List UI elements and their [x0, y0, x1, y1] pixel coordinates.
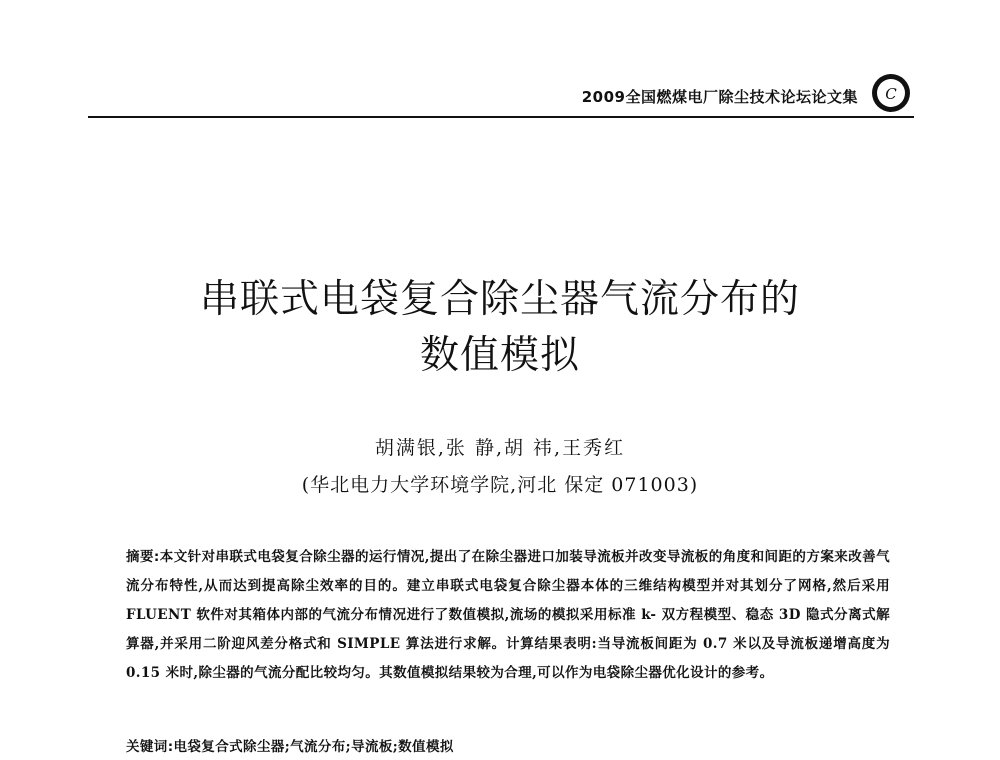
header-rule	[88, 116, 914, 118]
abstract-text: 本文针对串联式电袋复合除尘器的运行情况,提出了在除尘器进口加装导流板并改变导流板的角度和间距的方案来改善气流分布特性,从而达到提高除尘效率的目的。建立串联式电袋复合除尘器本体的三维结构模型并对其划分了网格,然后采用 FLUENT 软件对其箱体内部的气流分布情况进行了数值模拟,流场的模拟采用标准 k- 双方程模型、稳态 3D 隐式分离式解算器,并采用二阶迎风差分格式和 SIMPLE 算法进行求解。计算结果表明:当导流板间距为 0.7 米以及导流板递增高度为 0.15 米时,除尘器的气流分配比较均匀。其数值模拟结果较为合理,可以作为电袋除尘器优化设计的参考。	[126, 549, 890, 681]
keywords-label: 关键词:	[126, 739, 174, 755]
abstract-label: 摘要:	[126, 549, 160, 565]
title-line-1: 串联式电袋复合除尘器气流分布的	[199, 277, 800, 322]
affiliation: (华北电力大学环境学院,河北 保定 071003)	[301, 474, 699, 496]
keywords	[126, 737, 890, 757]
abstract	[126, 543, 890, 688]
running-title: 2009全国燃煤电厂除尘技术论坛论文集	[581, 88, 858, 106]
author-list: 胡满银,张 静,胡 祎,王秀红	[374, 437, 626, 459]
svg-text:C: C	[885, 85, 897, 103]
title-line-2: 数值模拟	[419, 333, 580, 378]
keywords-text: 电袋复合式除尘器;气流分布;导流板;数值模拟	[173, 739, 454, 755]
conference-logo-icon	[870, 72, 912, 114]
paper-title	[0, 272, 1000, 384]
running-header	[88, 72, 914, 118]
